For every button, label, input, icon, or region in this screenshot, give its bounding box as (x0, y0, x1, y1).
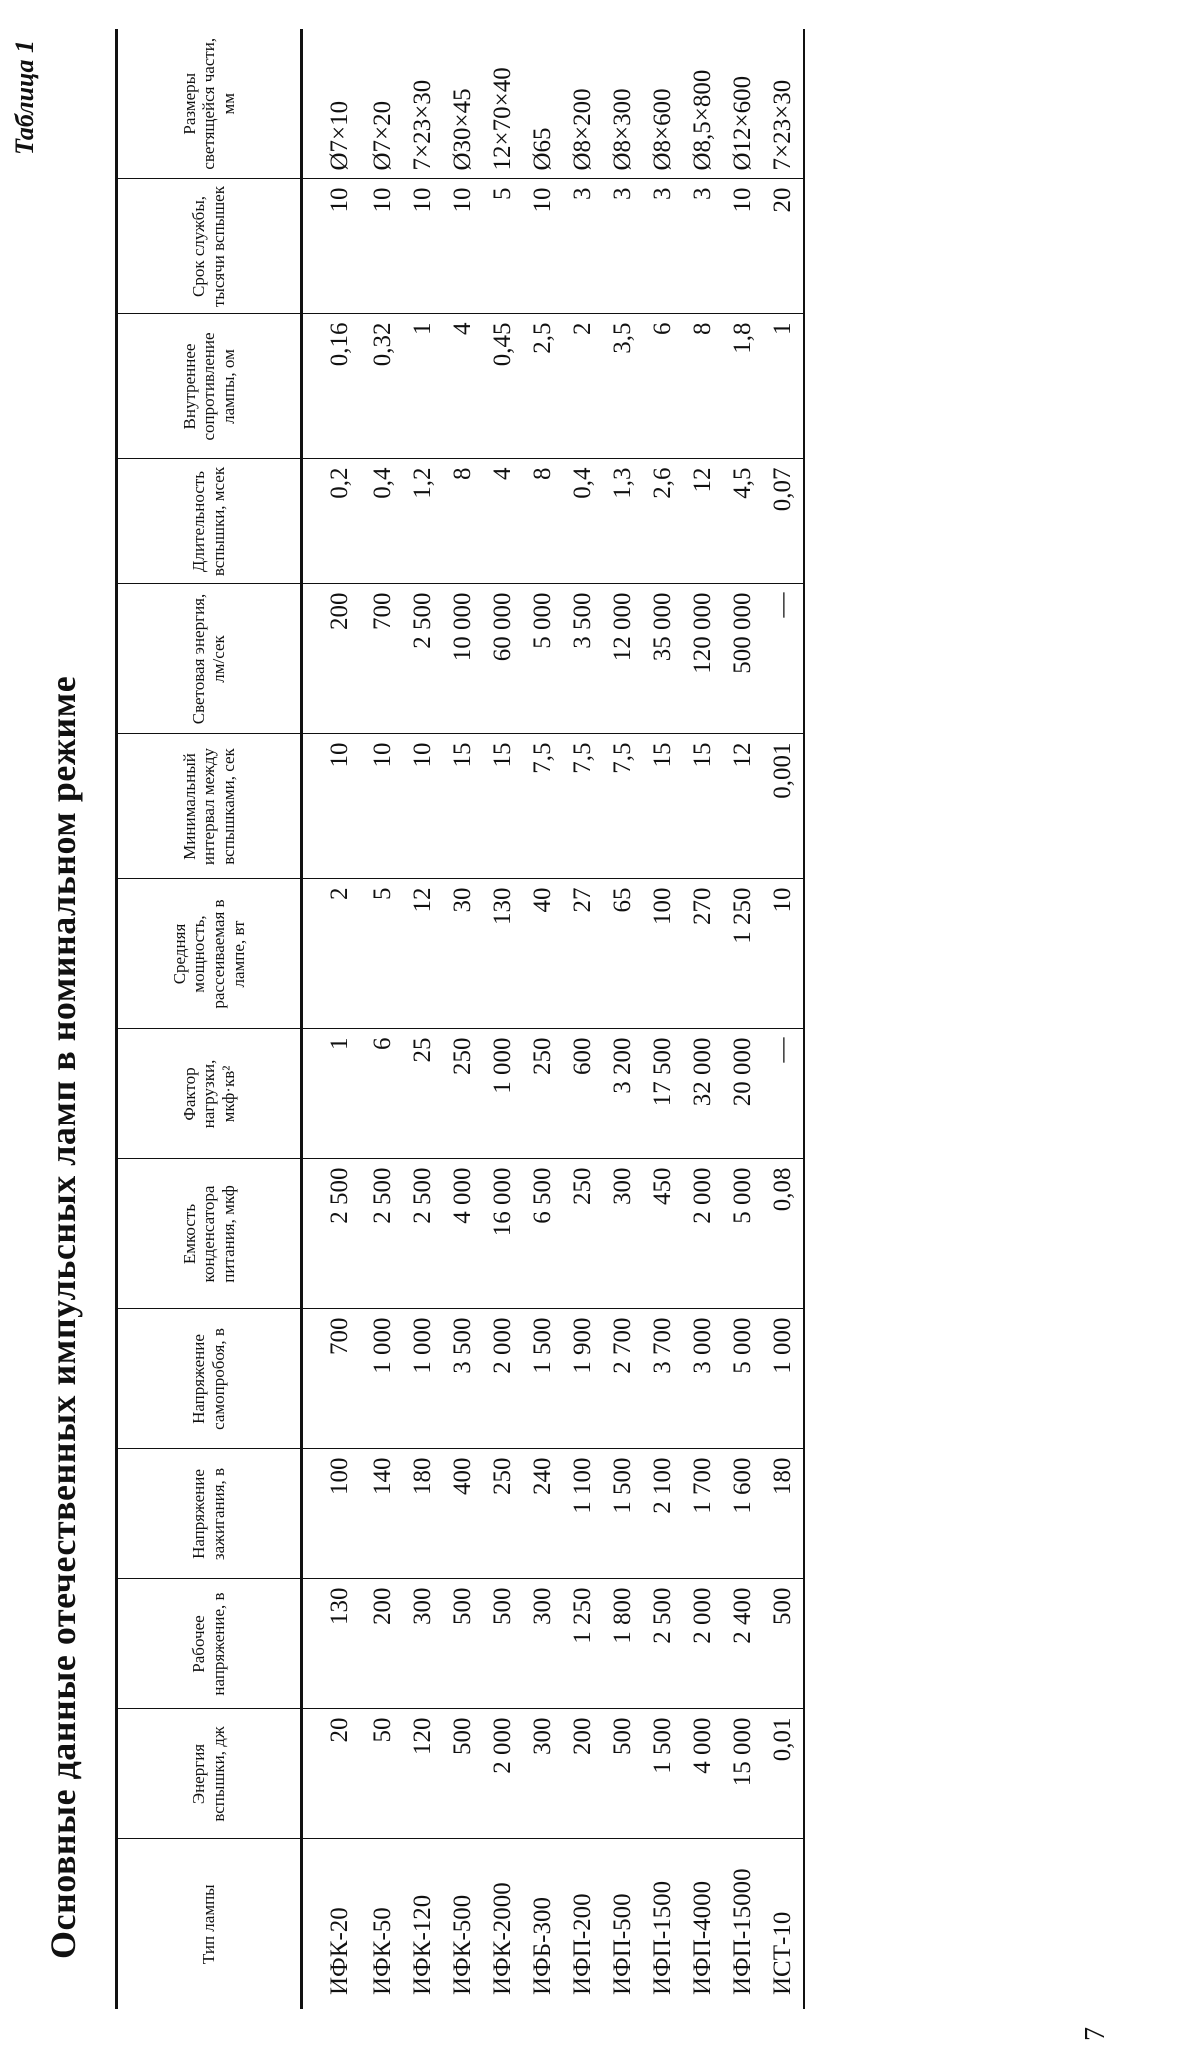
lamp-type-cell: ИФК-500 (449, 1894, 476, 1995)
table-cell: 2 (302, 879, 364, 1029)
table-cell: 3 (603, 179, 643, 314)
lamp-type-cell: ИФП-200 (569, 1893, 596, 1995)
table-cell: 0,16 (302, 314, 364, 459)
table-cell: 1 (763, 314, 804, 459)
table-cell: 12 (683, 459, 723, 584)
table-cell: 7,5 (523, 734, 563, 879)
table-cell: 1 800 (603, 1579, 643, 1709)
header-flash-energy: Энергия вспышки, дж (117, 1709, 302, 1839)
table-row (563, 29, 603, 2009)
table-cell: 100 (643, 879, 683, 1029)
table-cell: 32 000 (683, 1029, 723, 1159)
table-cell: — (763, 584, 804, 734)
table-cell: 500 (443, 1709, 483, 1839)
table-cell: 270 (683, 879, 723, 1029)
table-cell: 1 500 (523, 1309, 563, 1449)
table-cell: 20 (302, 1709, 364, 1839)
table-cell: Ø65 (523, 29, 563, 179)
table-cell: 27 (563, 879, 603, 1029)
table-cell: 0,07 (763, 459, 804, 584)
table-cell: 0,08 (763, 1159, 804, 1309)
table-cell: — (763, 1029, 804, 1159)
table-cell: 2,5 (523, 314, 563, 459)
table-cell: 50 (363, 1709, 403, 1839)
table-row (643, 29, 683, 2009)
header-min-interval: Минимальный интервал между вспышками, сек (117, 734, 302, 879)
header-internal-resistance: Внутреннее сопротивление лампы, ом (117, 314, 302, 459)
table-cell: 500 000 (723, 584, 763, 734)
table-cell: 10 (302, 734, 364, 879)
table-cell: 3 500 (443, 1309, 483, 1449)
table-cell: 1 600 (723, 1449, 763, 1579)
table-cell: 0,01 (763, 1709, 804, 1839)
table-cell: 300 (403, 1579, 443, 1709)
table-cell: 1 900 (563, 1309, 603, 1449)
lamp-type-cell: ИФП-500 (609, 1893, 636, 1995)
table-cell: 2,6 (643, 459, 683, 584)
table-cell: 300 (523, 1709, 563, 1839)
table-cell: 3,5 (603, 314, 643, 459)
table-cell: 3 (683, 179, 723, 314)
table-row (683, 29, 723, 2009)
table-cell: 25 (403, 1029, 443, 1159)
lamp-type-cell: ИФП-1500 (649, 1880, 676, 1995)
table-cell: Ø12×600 (723, 29, 763, 179)
header-service-life: Срок службы, тысячи вспышек (117, 179, 302, 314)
table-row (523, 29, 563, 2009)
table-cell: 3 700 (643, 1309, 683, 1449)
table-cell: 500 (483, 1579, 523, 1709)
table-row (603, 29, 643, 2009)
table-cell: 2 500 (403, 584, 443, 734)
table-cell: 7×23×30 (403, 29, 443, 179)
table-cell: 12×70×40 (483, 29, 523, 179)
table-cell: 3 (643, 179, 683, 314)
table-cell: 10 (763, 879, 804, 1029)
table-cell: 130 (302, 1579, 364, 1709)
table-cell: 300 (603, 1159, 643, 1309)
lamp-type-cell: ИФК-120 (409, 1894, 436, 1995)
lamp-type-cell: ИФК-2000 (489, 1882, 516, 1995)
table-cell: 4 (483, 459, 523, 584)
table-row (403, 29, 443, 2009)
header-average-power: Средняя мощность, рассеиваемая в лампе, вт (117, 879, 302, 1029)
table-cell: 500 (603, 1709, 643, 1839)
table-cell: 4 000 (683, 1709, 723, 1839)
table-cell: 2 500 (403, 1159, 443, 1309)
table-cell: 12 (403, 879, 443, 1029)
table-cell: 2 000 (483, 1709, 523, 1839)
lamp-type-cell: ИФП-15000 (729, 1868, 756, 1995)
table-cell: 30 (443, 879, 483, 1029)
table-cell: 6 500 (523, 1159, 563, 1309)
table-cell: 2 700 (603, 1309, 643, 1449)
table-cell: 15 (443, 734, 483, 879)
table-cell: 5 000 (723, 1159, 763, 1309)
table-cell: 2 500 (302, 1159, 364, 1309)
table-cell: 2 000 (683, 1579, 723, 1709)
lamp-type-cell: ИФК-50 (369, 1907, 396, 1995)
table-row (483, 29, 523, 2009)
table-cell: 8 (443, 459, 483, 584)
table-cell: 0,4 (563, 459, 603, 584)
table-cell: 10 (403, 179, 443, 314)
table-cell: 700 (363, 584, 403, 734)
table-cell: 0,2 (302, 459, 364, 584)
table-cell: 120 (403, 1709, 443, 1839)
table-cell: 1 000 (403, 1309, 443, 1449)
table-cell: 10 (443, 179, 483, 314)
table-cell: 3 000 (683, 1309, 723, 1449)
table-cell: 4 (443, 314, 483, 459)
table-cell: 3 200 (603, 1029, 643, 1159)
table-cell: 1 700 (683, 1449, 723, 1579)
table-cell: 1 250 (563, 1579, 603, 1709)
page-title: Основные данные отечественных импульсных ламп в номинальном режиме (43, 675, 83, 1959)
table-cell: 5 (483, 179, 523, 314)
table-cell: 600 (563, 1029, 603, 1159)
table-row (763, 29, 804, 2009)
table-cell: 20 000 (723, 1029, 763, 1159)
table-cell: 0,4 (363, 459, 403, 584)
table-cell: 4,5 (723, 459, 763, 584)
table-cell: 250 (523, 1029, 563, 1159)
table-cell: 180 (403, 1449, 443, 1579)
table-cell: 500 (763, 1579, 804, 1709)
lamp-type-cell: ИФП-4000 (689, 1880, 716, 1995)
header-lamp-type: Тип лампы (117, 1839, 302, 2009)
table-cell: 1 100 (563, 1449, 603, 1579)
table-cell: 8 (683, 314, 723, 459)
table-cell: 35 000 (643, 584, 683, 734)
table-cell: 2 500 (363, 1159, 403, 1309)
header-dimensions: Размеры светящейся части, мм (117, 29, 302, 179)
table-cell: 3 500 (563, 584, 603, 734)
lamp-type-cell: ИФБ-300 (529, 1897, 556, 1995)
table-cell: Ø7×10 (302, 29, 364, 179)
table-cell: 450 (643, 1159, 683, 1309)
table-cell: 0,001 (763, 734, 804, 879)
table-cell: 1 000 (483, 1029, 523, 1159)
table-cell: 1 250 (723, 879, 763, 1029)
table-cell: 300 (523, 1579, 563, 1709)
table-cell: Ø8×300 (603, 29, 643, 179)
table-cell: 8 (523, 459, 563, 584)
header-capacitance: Емкость конденсатора питания, мкф (117, 1159, 302, 1309)
table-cell: 1,3 (603, 459, 643, 584)
table-cell: 0,45 (483, 314, 523, 459)
table-cell: 12 000 (603, 584, 643, 734)
table-row (363, 29, 403, 2009)
table-cell: 7,5 (563, 734, 603, 879)
table-cell: 240 (523, 1449, 563, 1579)
table-cell: 6 (363, 1029, 403, 1159)
table-cell: 2 100 (643, 1449, 683, 1579)
table-cell: 10 (723, 179, 763, 314)
table-cell: 10 (403, 734, 443, 879)
table-cell: 250 (563, 1159, 603, 1309)
table-cell: 5 000 (523, 584, 563, 734)
page-number: 7 (1080, 2027, 1111, 2041)
table-cell: 1,2 (403, 459, 443, 584)
table-cell: 100 (302, 1449, 364, 1579)
table-cell: Ø8×200 (563, 29, 603, 179)
header-light-energy: Световая энергия, лм/сек (117, 584, 302, 734)
table-cell: 16 000 (483, 1159, 523, 1309)
table-cell: 1 500 (643, 1709, 683, 1839)
table-cell: 10 (363, 734, 403, 879)
table-cell: 10 (302, 179, 364, 314)
table-cell: 130 (483, 879, 523, 1029)
table-cell: 6 (643, 314, 683, 459)
header-load-factor: Фактор нагрузки, мкф·кв² (117, 1029, 302, 1159)
table-cell: 400 (443, 1449, 483, 1579)
table-cell: 1 000 (763, 1309, 804, 1449)
table-cell: 4 000 (443, 1159, 483, 1309)
table-cell: 15 000 (723, 1709, 763, 1839)
table-cell: 2 400 (723, 1579, 763, 1709)
table-cell: Ø8,5×800 (683, 29, 723, 179)
table-cell: Ø7×20 (363, 29, 403, 179)
lamp-type-cell: ИСТ-10 (763, 1839, 804, 2009)
table-cell: 1,8 (723, 314, 763, 459)
table-cell: 60 000 (483, 584, 523, 734)
table-cell: 2 000 (483, 1309, 523, 1449)
table-cell: 140 (363, 1449, 403, 1579)
table-cell: 40 (523, 879, 563, 1029)
table-cell: 700 (302, 1309, 364, 1449)
table-cell: 7×23×30 (763, 29, 804, 179)
lamp-type-cell: ИФК-20 (326, 1907, 353, 1995)
table-cell: 20 (763, 179, 804, 314)
table-cell: 250 (483, 1449, 523, 1579)
header-ignition-voltage: Напряжение зажигания, в (117, 1449, 302, 1579)
table-cell: Ø30×45 (443, 29, 483, 179)
table-cell: 2 (563, 314, 603, 459)
table-cell: 65 (603, 879, 643, 1029)
table-cell: 2 000 (683, 1159, 723, 1309)
table-cell: 3 (563, 179, 603, 314)
table-cell: 5 (363, 879, 403, 1029)
table-cell: 15 (643, 734, 683, 879)
table-cell: 1 (302, 1029, 364, 1159)
table-cell: 10 (363, 179, 403, 314)
table-cell: 200 (302, 584, 364, 734)
table-label: Таблица 1 (10, 40, 39, 156)
table-cell: 15 (483, 734, 523, 879)
table-cell: 7,5 (603, 734, 643, 879)
table-cell: Ø8×600 (643, 29, 683, 179)
table-cell: 12 (723, 734, 763, 879)
lamp-data-table (115, 29, 805, 2009)
table-cell: 15 (683, 734, 723, 879)
table-cell: 1 (403, 314, 443, 459)
table-cell: 120 000 (683, 584, 723, 734)
table-cell: 1 500 (603, 1449, 643, 1579)
table-cell: 10 (523, 179, 563, 314)
table-cell: 500 (443, 1579, 483, 1709)
table-cell: 17 500 (643, 1029, 683, 1159)
header-working-voltage: Рабочее напряжение, в (117, 1579, 302, 1709)
table-row (302, 29, 364, 2009)
table-cell: 10 000 (443, 584, 483, 734)
table-cell: 200 (563, 1709, 603, 1839)
table-row (443, 29, 483, 2009)
header-flash-duration: Длительность вспышки, мсек (117, 459, 302, 584)
table-cell: 0,32 (363, 314, 403, 459)
table-cell: 1 000 (363, 1309, 403, 1449)
table-cell: 250 (443, 1029, 483, 1159)
table-row (723, 29, 763, 2009)
table-cell: 2 500 (643, 1579, 683, 1709)
table-cell: 180 (763, 1449, 804, 1579)
header-self-breakdown-voltage: Напряжение самопробоя, в (117, 1309, 302, 1449)
table-cell: 200 (363, 1579, 403, 1709)
table-header-row (117, 29, 302, 2009)
table-cell: 5 000 (723, 1309, 763, 1449)
